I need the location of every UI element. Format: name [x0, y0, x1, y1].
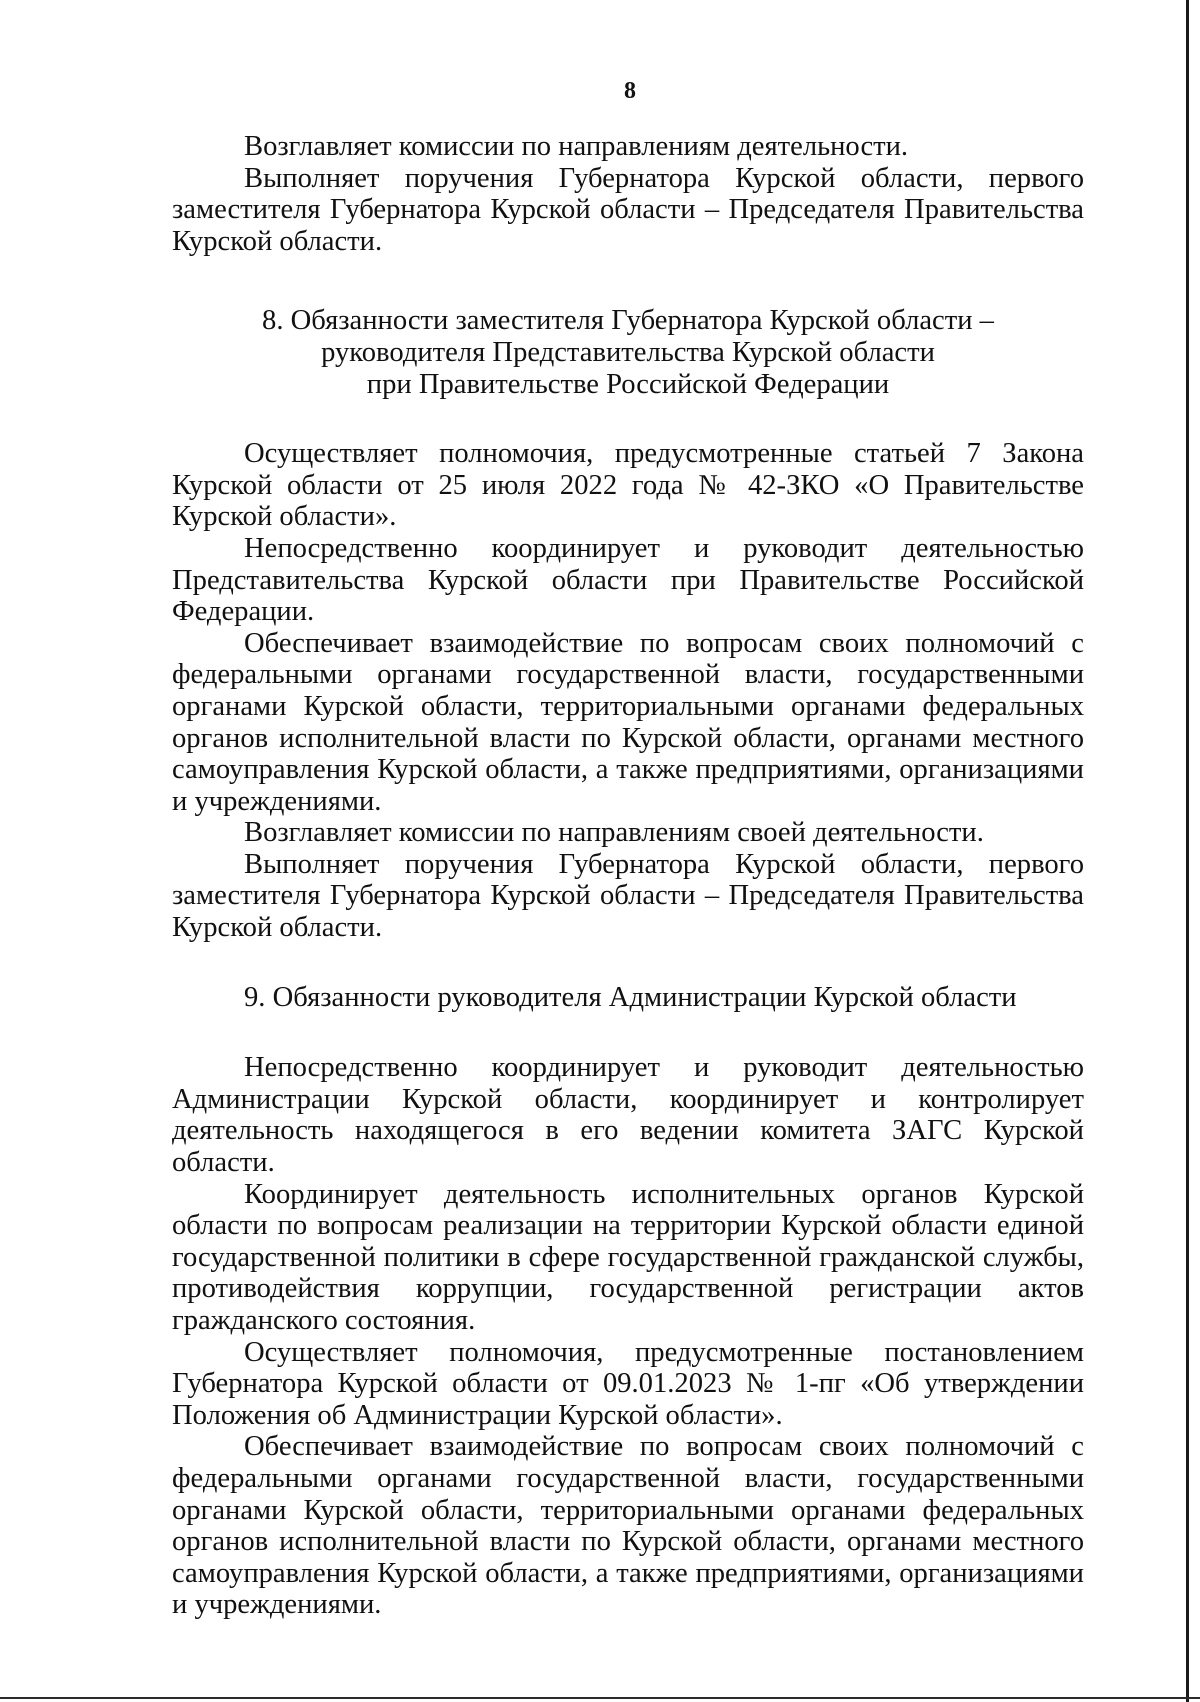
paragraph: Выполняет поручения Губернатора Курской области, первого заместителя Губернатора Курской области – Председателя Правительства Курской области. — [172, 162, 1084, 257]
section-8-heading — [172, 305, 1084, 400]
section-8-heading-line-2: руководителя Представительства Курской области — [321, 336, 935, 368]
paragraph: Возглавляет комиссии по направлениям деятельности. — [244, 131, 909, 162]
paragraph: Непосредственно координирует и руководит деятельностью Представительства Курской области при Правительстве Российской Федерации. — [172, 532, 1084, 628]
section-9-heading: 9. Обязанности руководителя Администрации Курской области — [244, 981, 1017, 1013]
paragraph: Возглавляет комиссии по направлениям своей деятельности. — [244, 817, 984, 849]
scan-edge-line — [1186, 0, 1189, 1702]
paragraph: Обеспечивает взаимодействие по вопросам своих полномочий с федеральными органами государственной власти, государственными органами Курской области, территориальными органами федеральных органов исполнительной власти по Курской области, органами местного самоуправления Курской области, а также предприятиями, организациями и учреждениями. — [172, 1431, 1084, 1621]
section-8-heading-line-3: при Правительстве Российской Федерации — [366, 368, 890, 400]
scan-bottom-line — [0, 1697, 1200, 1699]
paragraph: Выполняет поручения Губернатора Курской области, первого заместителя Губернатора Курской области – Председателя Правительства Курской области. — [172, 848, 1084, 944]
page-number: 8 — [624, 78, 636, 104]
paragraph: Координирует деятельность исполнительных органов Курской области по вопросам реализации на территории Курской области единой государственной политики в сфере государственной гражданской службы, противодействия коррупции, государственной регистрации актов гражданского состояния. — [172, 1178, 1084, 1336]
paragraph: Обеспечивает взаимодействие по вопросам своих полномочий с федеральными органами государственной власти, государственными органами Курской области, территориальными органами федеральных органов исполнительной власти по Курской области, органами местного самоуправления Курской области, а также предприятиями, организациями и учреждениями. — [172, 627, 1084, 817]
document-body — [172, 131, 1084, 1621]
paragraph: Непосредственно координирует и руководит деятельностью Администрации Курской области, координирует и контролирует деятельность находящегося в его ведении комитета ЗАГС Курской области. — [172, 1052, 1084, 1179]
section-8-heading-line-1: 8. Обязанности заместителя Губернатора Курской области – — [262, 305, 994, 337]
paragraph: Осуществляет полномочия, предусмотренные постановлением Губернатора Курской области от 09.01.2023 № 1-пг «Об утверждении Положения об Администрации Курской области». — [172, 1336, 1084, 1431]
paragraph: Осуществляет полномочия, предусмотренные статьей 7 Закона Курской области от 25 июля 2022 года № 42-ЗКО «О Правительстве Курской области». — [172, 438, 1084, 533]
